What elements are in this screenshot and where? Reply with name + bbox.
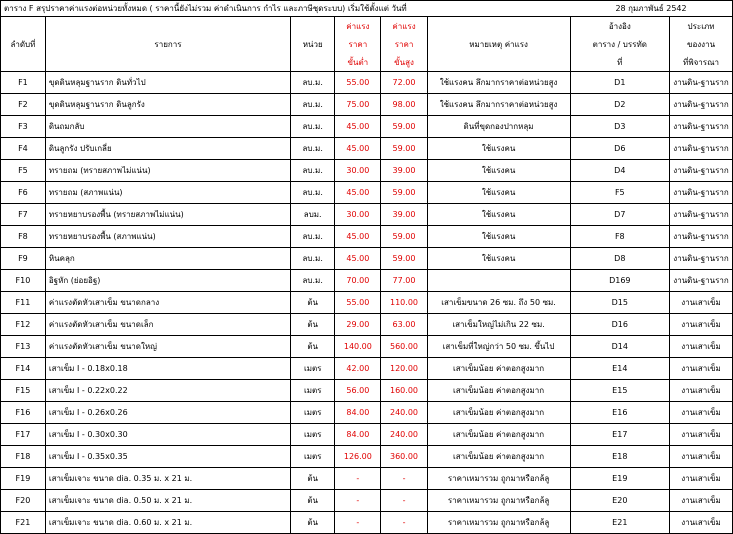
remark: ใช้แรงคน	[427, 138, 570, 160]
item-name: เสาเข็ม I - 0.35x0.35	[45, 446, 290, 468]
remark: ใช้แรงคน	[427, 248, 570, 270]
item-name: ทรายถม (ทรายสภาพไม่แน่น)	[45, 160, 290, 182]
unit: ต้น	[291, 292, 335, 314]
min-price: -	[335, 512, 381, 534]
row-number: F12	[1, 314, 46, 336]
remark: ราคาเหมารวม ถูกมาหรือกล้ลู	[427, 468, 570, 490]
max-price: 39.00	[381, 160, 427, 182]
reference: E15	[570, 380, 669, 402]
max-price: 240.00	[381, 424, 427, 446]
table-row	[1, 424, 733, 446]
row-number: F11	[1, 292, 46, 314]
row-number: F15	[1, 380, 46, 402]
header-min-price-line2: ราคา	[335, 35, 381, 53]
row-number: F19	[1, 468, 46, 490]
table-row	[1, 402, 733, 424]
unit: ต้น	[291, 468, 335, 490]
unit: ลบ.ม.	[291, 270, 335, 292]
row-number: F2	[1, 94, 46, 116]
item-name: เสาเข็มเจาะ ขนาด dia. 0.50 ม. x 21 ม.	[45, 490, 290, 512]
table-row	[1, 446, 733, 468]
max-price: 59.00	[381, 138, 427, 160]
max-price: -	[381, 512, 427, 534]
remark: เสาเข็มน้อย ค่าตอกสูงมาก	[427, 446, 570, 468]
unit: ลบ.ม.	[291, 138, 335, 160]
min-price: 70.00	[335, 270, 381, 292]
reference: D1	[570, 72, 669, 94]
work-type: งานเสาเข็ม	[670, 512, 733, 534]
header-ref-line2: ตาราง / บรรทัด	[570, 35, 669, 53]
row-number: F7	[1, 204, 46, 226]
remark: ดินที่ขุดกองปากหลุม	[427, 116, 570, 138]
max-price: 360.00	[381, 446, 427, 468]
unit: เมตร	[291, 358, 335, 380]
table-row	[1, 292, 733, 314]
max-price: 98.00	[381, 94, 427, 116]
min-price: 55.00	[335, 292, 381, 314]
row-number: F5	[1, 160, 46, 182]
work-type: งานเสาเข็ม	[670, 402, 733, 424]
remark: ใช้แรงคน	[427, 226, 570, 248]
max-price: 59.00	[381, 116, 427, 138]
table-row	[1, 116, 733, 138]
work-type: งานดิน-ฐานราก	[670, 270, 733, 292]
header-ref-line1: อ้างอิง	[570, 17, 669, 36]
item-name: เสาเข็มเจาะ ขนาด dia. 0.60 ม. x 21 ม.	[45, 512, 290, 534]
table-date: 28 กุมภาพันธ์ 2542	[570, 1, 732, 17]
unit: ลบ.ม.	[291, 116, 335, 138]
reference: F5	[570, 182, 669, 204]
max-price: 39.00	[381, 204, 427, 226]
row-number: F10	[1, 270, 46, 292]
row-number: F17	[1, 424, 46, 446]
max-price: -	[381, 468, 427, 490]
remark: เสาเข็มน้อย ค่าตอกสูงมาก	[427, 402, 570, 424]
remark: เสาเข็มขนาด 26 ซม. ถึง 50 ซม.	[427, 292, 570, 314]
row-number: F14	[1, 358, 46, 380]
reference: D4	[570, 160, 669, 182]
remark	[427, 270, 570, 292]
work-type: งานเสาเข็ม	[670, 468, 733, 490]
unit: ลบ.ม.	[291, 160, 335, 182]
min-price: 45.00	[335, 116, 381, 138]
header-max-price-line2: ราคา	[381, 35, 427, 53]
remark: ราคาเหมารวม ถูกมาหรือกล้ลู	[427, 512, 570, 534]
reference: D8	[570, 248, 669, 270]
header-min-price-line1: ค่าแรง	[335, 17, 381, 36]
min-price: 30.00	[335, 204, 381, 226]
unit: ต้น	[291, 336, 335, 358]
item-name: อิฐหัก (ย่อยอิฐ)	[45, 270, 290, 292]
unit: ลบ.ม.	[291, 72, 335, 94]
header-unit: หน่วย	[291, 35, 335, 53]
item-name: ค่าแรงตัดหัวเสาเข็ม ขนาดใหญ่	[45, 336, 290, 358]
unit: เมตร	[291, 380, 335, 402]
item-name: เสาเข็ม I - 0.18x0.18	[45, 358, 290, 380]
item-name: เสาเข็ม I - 0.30x0.30	[45, 424, 290, 446]
reference: D169	[570, 270, 669, 292]
table-row	[1, 314, 733, 336]
header-row	[1, 53, 733, 72]
table-row	[1, 468, 733, 490]
table-row	[1, 270, 733, 292]
table-row	[1, 94, 733, 116]
reference: E18	[570, 446, 669, 468]
header-type-line2: ของงาน	[670, 35, 733, 53]
title-row	[1, 1, 733, 17]
reference: E16	[570, 402, 669, 424]
work-type: งานดิน-ฐานราก	[670, 160, 733, 182]
row-number: F3	[1, 116, 46, 138]
reference: D6	[570, 138, 669, 160]
item-name: ดินถมกลับ	[45, 116, 290, 138]
min-price: 55.00	[335, 72, 381, 94]
work-type: งานเสาเข็ม	[670, 314, 733, 336]
reference: E14	[570, 358, 669, 380]
unit: ลบ.ม.	[291, 94, 335, 116]
row-number: F6	[1, 182, 46, 204]
header-max-price-line1: ค่าแรง	[381, 17, 427, 36]
work-type: งานเสาเข็ม	[670, 358, 733, 380]
max-price: 120.00	[381, 358, 427, 380]
row-number: F16	[1, 402, 46, 424]
table-row	[1, 336, 733, 358]
unit: ต้น	[291, 314, 335, 336]
table-title: ตาราง F สรุปราคาค่าแรงต่อหน่วยทั้งหมด ( ราคานี้ยังไม่รวม ค่าดำเนินการ กำไร และภาษีชุดระบบ) เริ่มใช้ตั้งแต่ วันที่	[1, 1, 571, 17]
table-row	[1, 248, 733, 270]
remark: เสาเข็มใหญ่ไม่เกิน 22 ซม.	[427, 314, 570, 336]
work-type: งานเสาเข็ม	[670, 380, 733, 402]
reference: E20	[570, 490, 669, 512]
row-number: F4	[1, 138, 46, 160]
header-row	[1, 17, 733, 36]
work-type: งานเสาเข็ม	[670, 446, 733, 468]
max-price: 560.00	[381, 336, 427, 358]
table-row	[1, 204, 733, 226]
reference: D7	[570, 204, 669, 226]
row-number: F20	[1, 490, 46, 512]
work-type: งานดิน-ฐานราก	[670, 116, 733, 138]
max-price: 72.00	[381, 72, 427, 94]
min-price: 126.00	[335, 446, 381, 468]
min-price: -	[335, 490, 381, 512]
min-price: 45.00	[335, 138, 381, 160]
min-price: 45.00	[335, 226, 381, 248]
min-price: 84.00	[335, 424, 381, 446]
reference: D2	[570, 94, 669, 116]
table-row	[1, 138, 733, 160]
row-number: F8	[1, 226, 46, 248]
header-max-price-line3: ขั้นสูง	[381, 53, 427, 72]
header-remark: หมายเหตุ ค่าแรง	[427, 35, 570, 53]
row-number: F1	[1, 72, 46, 94]
item-name: เสาเข็ม I - 0.26x0.26	[45, 402, 290, 424]
header-no: ลำดับที่	[1, 35, 46, 53]
min-price: 140.00	[335, 336, 381, 358]
reference: D15	[570, 292, 669, 314]
min-price: -	[335, 468, 381, 490]
min-price: 45.00	[335, 248, 381, 270]
item-name: ค่าแรงตัดหัวเสาเข็ม ขนาดเล็ก	[45, 314, 290, 336]
reference: E19	[570, 468, 669, 490]
min-price: 56.00	[335, 380, 381, 402]
item-name: หินคลุก	[45, 248, 290, 270]
remark: ใช้แรงคน ลึกมากราคาต่อหน่วยสูง	[427, 94, 570, 116]
remark: เสาเข็มที่ใหญ่กว่า 50 ซม. ขึ้นไป	[427, 336, 570, 358]
max-price: 59.00	[381, 226, 427, 248]
table-row	[1, 226, 733, 248]
table-row	[1, 490, 733, 512]
max-price: 160.00	[381, 380, 427, 402]
unit: เมตร	[291, 446, 335, 468]
reference: E17	[570, 424, 669, 446]
unit: ลบ.ม.	[291, 226, 335, 248]
max-price: 59.00	[381, 248, 427, 270]
item-name: ทรายหยาบรองพื้น (สภาพแน่น)	[45, 226, 290, 248]
row-number: F18	[1, 446, 46, 468]
unit: ลบ.ม.	[291, 182, 335, 204]
header-min-price-line3: ขั้นต่ำ	[335, 53, 381, 72]
work-type: งานเสาเข็ม	[670, 490, 733, 512]
item-name: เสาเข็ม I - 0.22x0.22	[45, 380, 290, 402]
header-row	[1, 35, 733, 53]
unit: ลบ.ม.	[291, 248, 335, 270]
item-name: ขุดดินหลุมฐานราก ดินลูกรัง	[45, 94, 290, 116]
max-price: 59.00	[381, 182, 427, 204]
table-row	[1, 512, 733, 534]
remark: เสาเข็มน้อย ค่าตอกสูงมาก	[427, 358, 570, 380]
work-type: งานเสาเข็ม	[670, 424, 733, 446]
item-name: เสาเข็มเจาะ ขนาด dia. 0.35 ม. x 21 ม.	[45, 468, 290, 490]
reference: E21	[570, 512, 669, 534]
item-name: ทรายถม (สภาพแน่น)	[45, 182, 290, 204]
row-number: F13	[1, 336, 46, 358]
reference: F8	[570, 226, 669, 248]
table-row	[1, 182, 733, 204]
header-ref-line3: ที่	[570, 53, 669, 72]
work-type: งานดิน-ฐานราก	[670, 248, 733, 270]
remark: เสาเข็มน้อย ค่าตอกสูงมาก	[427, 380, 570, 402]
table-row	[1, 160, 733, 182]
max-price: 63.00	[381, 314, 427, 336]
unit: เมตร	[291, 424, 335, 446]
max-price: 110.00	[381, 292, 427, 314]
row-number: F9	[1, 248, 46, 270]
min-price: 42.00	[335, 358, 381, 380]
remark: เสาเข็มน้อย ค่าตอกสูงมาก	[427, 424, 570, 446]
work-type: งานดิน-ฐานราก	[670, 94, 733, 116]
table-row	[1, 72, 733, 94]
max-price: 77.00	[381, 270, 427, 292]
work-type: งานดิน-ฐานราก	[670, 226, 733, 248]
remark: ราคาเหมารวม ถูกมาหรือกล้ลู	[427, 490, 570, 512]
min-price: 30.00	[335, 160, 381, 182]
remark: ใช้แรงคน ลึกมากราคาต่อหน่วยสูง	[427, 72, 570, 94]
work-type: งานเสาเข็ม	[670, 336, 733, 358]
item-name: ค่าแรงตัดหัวเสาเข็ม ขนาดกลาง	[45, 292, 290, 314]
unit: เมตร	[291, 402, 335, 424]
reference: D3	[570, 116, 669, 138]
work-type: งานดิน-ฐานราก	[670, 204, 733, 226]
header-type-line3: ที่พิจารณา	[670, 53, 733, 72]
remark: ใช้แรงคน	[427, 182, 570, 204]
header-item: รายการ	[45, 35, 290, 53]
item-name: ขุดดินหลุมฐานราก ดินทั่วไป	[45, 72, 290, 94]
item-name: ทรายหยาบรองพื้น (ทรายสภาพไม่แน่น)	[45, 204, 290, 226]
max-price: -	[381, 490, 427, 512]
remark: ใช้แรงคน	[427, 160, 570, 182]
min-price: 29.00	[335, 314, 381, 336]
work-type: งานดิน-ฐานราก	[670, 138, 733, 160]
row-number: F21	[1, 512, 46, 534]
reference: D14	[570, 336, 669, 358]
min-price: 84.00	[335, 402, 381, 424]
reference: D16	[570, 314, 669, 336]
work-type: งานเสาเข็ม	[670, 292, 733, 314]
work-type: งานดิน-ฐานราก	[670, 182, 733, 204]
item-name: ดินลูกรัง ปรับเกลี่ย	[45, 138, 290, 160]
table-row	[1, 358, 733, 380]
unit: ต้น	[291, 512, 335, 534]
table-row	[1, 380, 733, 402]
work-type: งานดิน-ฐานราก	[670, 72, 733, 94]
min-price: 45.00	[335, 182, 381, 204]
min-price: 75.00	[335, 94, 381, 116]
max-price: 240.00	[381, 402, 427, 424]
remark: ใช้แรงคน	[427, 204, 570, 226]
header-type-line1: ประเภท	[670, 17, 733, 36]
unit: ต้น	[291, 490, 335, 512]
unit: ลบม.	[291, 204, 335, 226]
